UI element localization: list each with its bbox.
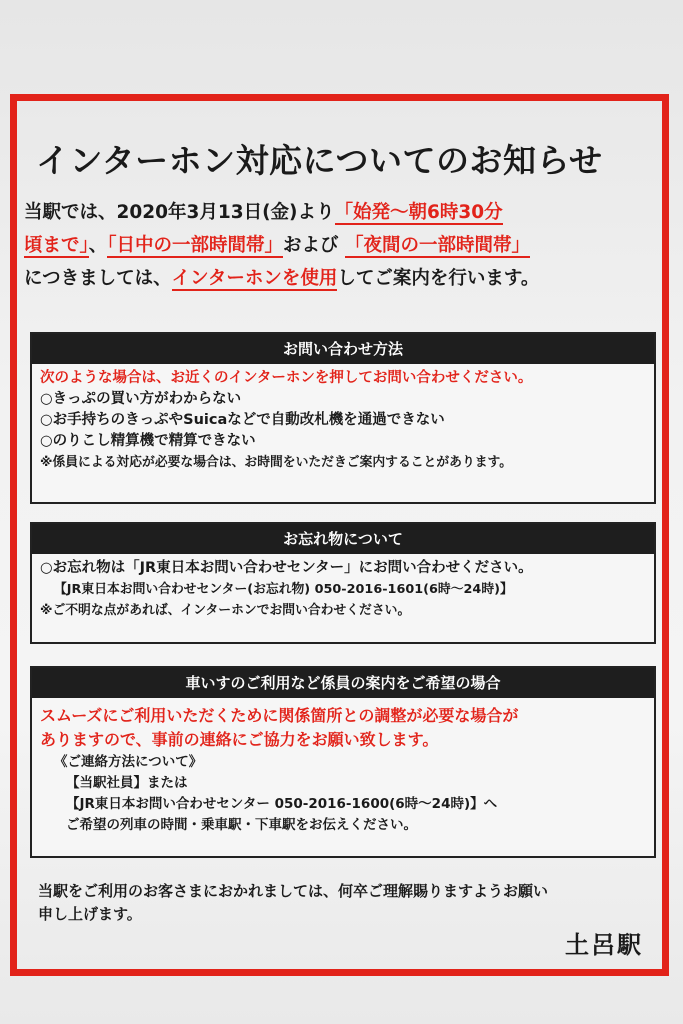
box-header: お忘れ物について	[32, 524, 654, 554]
intro-text: 当駅では、2020年3月13日(金)より	[24, 202, 335, 223]
inquiry-lead: 次のような場合は、お近くのインターホンを押してお問い合わせください。	[40, 370, 533, 386]
lost-items-line: ○お忘れ物は「JR東日本お問い合わせセンター」にお問い合わせください。	[40, 560, 533, 576]
intro-highlight: インターホンを使用	[171, 268, 338, 289]
station-name: 土呂駅	[565, 931, 643, 959]
intro-paragraph	[24, 196, 664, 295]
closing-line: 申し上げます。	[38, 905, 142, 923]
list-item: ○きっぷの買い方がわからない	[40, 391, 242, 407]
intro-text: 、	[88, 235, 108, 256]
contact-method-title: 《ご連絡方法について》	[54, 754, 203, 770]
contact-center-line: 【JR東日本お問い合わせセンター(お忘れ物) 050-2016-1601(6時〜24時)】	[54, 582, 513, 597]
contact-line: 【JR東日本お問い合わせセンター 050-2016-1600(6時〜24時)】へ	[66, 796, 498, 812]
wheelchair-assist-box	[30, 666, 656, 858]
list-item: ○のりこし精算機で精算できない	[40, 433, 256, 449]
notice-title: インターホン対応についてのお知らせ	[36, 141, 603, 180]
note-text: ※係員による対応が必要な場合は、お時間をいただきご案内することがあります。	[40, 455, 513, 470]
box-body	[32, 554, 654, 621]
box-header: 車いすのご利用など係員の案内をご希望の場合	[32, 668, 654, 698]
inquiry-method-box	[30, 332, 656, 504]
assist-red-line: スムーズにご利用いただくために関係箇所との調整が必要な場合が	[40, 706, 519, 725]
lost-items-box	[30, 522, 656, 644]
intro-highlight: 「日中の一部時間帯」	[107, 235, 284, 256]
intro-highlight: 「始発〜朝6時30分	[334, 202, 503, 223]
intro-text: および	[283, 235, 339, 256]
contact-line: ご希望の列車の時間・乗車駅・下車駅をお伝えください。	[66, 817, 417, 833]
list-item: ○お手持ちのきっぷやSuicaなどで自動改札機を通過できない	[40, 412, 445, 428]
note-text: ※ご不明な点があれば、インターホンでお問い合わせください。	[40, 603, 411, 618]
box-body	[32, 364, 654, 473]
box-body	[32, 698, 654, 836]
box-header: お問い合わせ方法	[32, 334, 654, 364]
contact-line: 【当駅社員】または	[66, 775, 188, 791]
intro-highlight: 頃まで」	[24, 235, 89, 256]
closing-line: 当駅をご利用のお客さまにおかれましては、何卒ご理解賜りますようお願い	[38, 882, 549, 900]
intro-text: してご案内を行います。	[337, 268, 540, 289]
closing-message	[38, 880, 638, 926]
assist-red-line: ありますので、事前の連絡にご協力をお願い致します。	[40, 730, 439, 749]
intro-text: につきましては、	[24, 268, 172, 289]
intro-highlight: 「夜間の一部時間帯」	[345, 235, 531, 256]
